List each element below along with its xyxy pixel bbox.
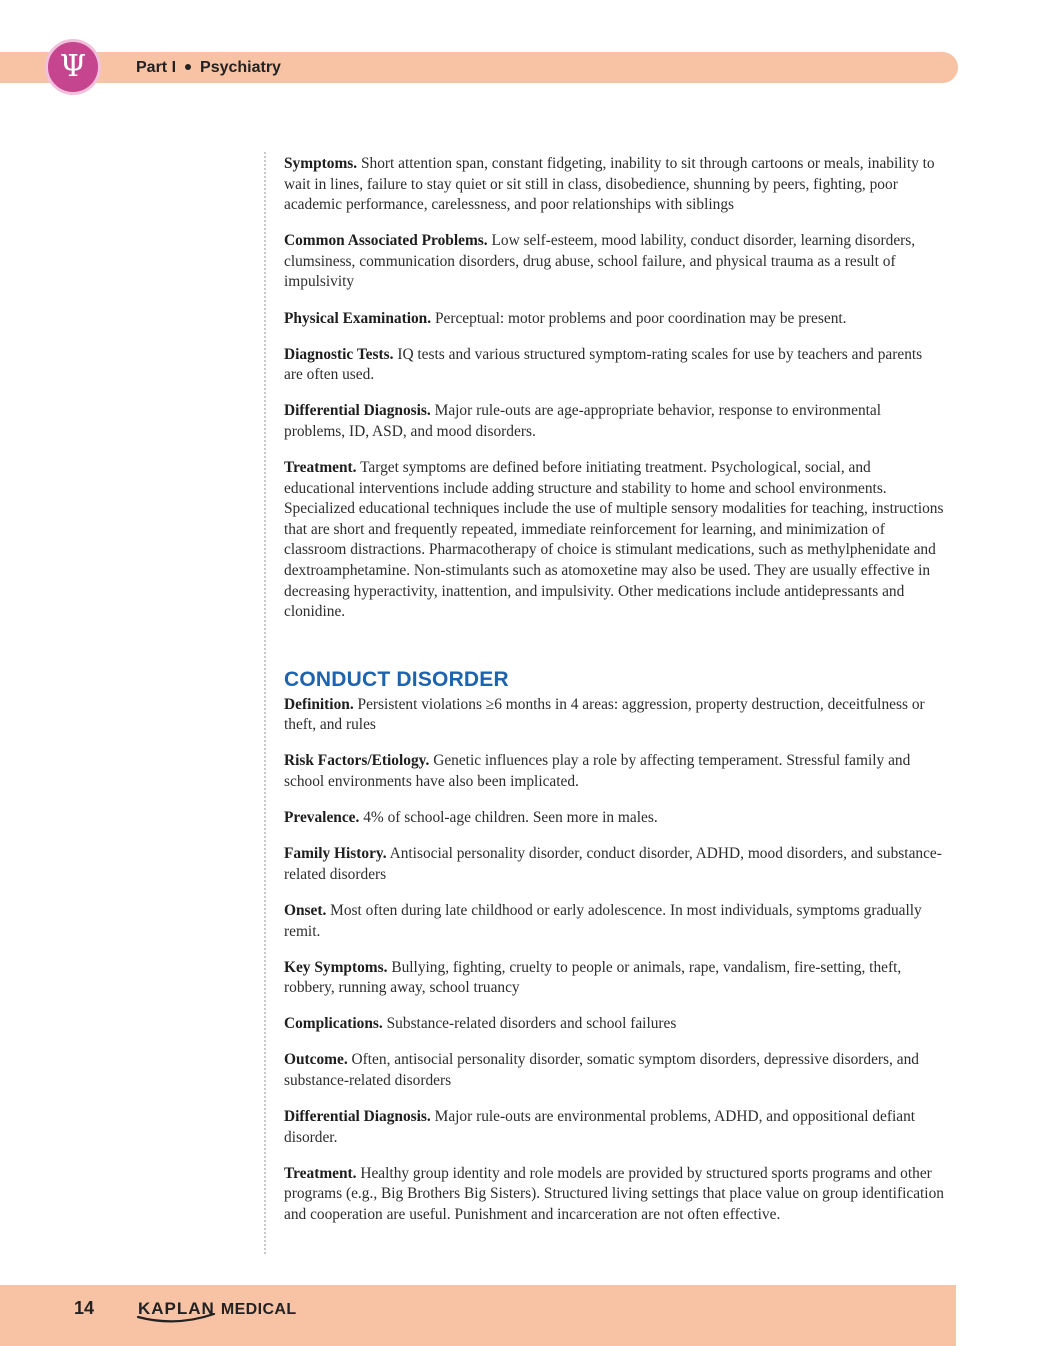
term-description: Major rule-outs are age-appropriate behavior, response to environmental problems, ID, ASD, and mood disorders.	[284, 402, 882, 440]
term-label: Differential Diagnosis.	[284, 1108, 431, 1126]
left-dotted-rule	[264, 152, 266, 1254]
definition-paragraph	[284, 154, 944, 216]
running-header	[136, 58, 281, 78]
page-content	[284, 154, 944, 1241]
bullet-icon	[185, 64, 191, 70]
term-label: Physical Examination.	[284, 309, 432, 327]
psi-glyph: Ψ	[59, 49, 87, 84]
definition-paragraph	[284, 901, 944, 942]
term-description: Bullying, fighting, cruelty to people or animals, rape, vandalism, fire-setting, theft, robbery, running away, school truancy	[284, 958, 902, 997]
definition-paragraph	[284, 345, 944, 386]
swoosh-icon	[136, 1313, 216, 1325]
term-description: Persistent violations ≥6 months in 4 areas: aggression, property destruction, deceitfulness or theft, and rules	[284, 695, 925, 734]
definition-paragraph	[284, 844, 944, 885]
term-label: Risk Factors/Etiology.	[284, 752, 430, 770]
kaplan-wordmark	[138, 1299, 215, 1319]
term-label: Treatment.	[284, 1164, 357, 1182]
term-label: Differential Diagnosis.	[284, 402, 431, 420]
term-description: Most often during late childhood or early adolescence. In most individuals, symptoms gradually remit.	[284, 901, 922, 940]
conduct-disorder-section	[284, 695, 944, 1226]
term-description: Antisocial personality disorder, conduct disorder, ADHD, mood disorders, and substance-related disorders	[284, 845, 942, 883]
term-description: Perceptual: motor problems and poor coordination may be present.	[431, 309, 847, 327]
kaplan-text: KAPLAN	[138, 1299, 215, 1318]
term-label: Prevalence.	[284, 809, 360, 827]
term-description: Often, antisocial personality disorder, somatic symptom disorders, depressive disorders, and substance-related disorders	[284, 1051, 919, 1089]
term-description: IQ tests and various structured symptom-rating scales for use by teachers and parents are often used.	[284, 345, 923, 384]
term-description: Major rule-outs are environmental problems, ADHD, and oppositional defiant disorder.	[284, 1108, 916, 1146]
definition-paragraph	[284, 1014, 944, 1035]
page-number: 14	[74, 1298, 95, 1318]
term-description: Genetic influences play a role by affecting temperament. Stressful family and school environments have also been implicated.	[284, 752, 911, 791]
term-label: Common Associated Problems.	[284, 232, 488, 250]
term-description: 4% of school-age children. Seen more in males.	[359, 809, 658, 827]
definition-paragraph	[284, 1107, 944, 1148]
term-description: Substance-related disorders and school failures	[382, 1015, 677, 1033]
term-description: Short attention span, constant fidgeting, inability to sit through cartoons or meals, inability to wait in lines, failure to stay quiet or sit still in class, disobedience, shunning by peers, fighting, poor academic performance, carelessness, and poor relationships with siblings	[284, 155, 935, 214]
medical-text: MEDICAL	[220, 1301, 297, 1318]
definition-paragraph	[284, 458, 944, 623]
definition-paragraph	[284, 231, 944, 293]
term-description: Target symptoms are defined before initiating treatment. Psychological, social, and educational interventions include adding structure and stability to home and school environments. Specialized educational techniques include the use of multiple sensory modalities for teaching, instructions that are short and frequently repeated, immediate reinforcement for learning, and minimization of classroom distractions. Pharmacotherapy of choice is stimulant medications, such as methylphenidate and dextroamphetamine. Non-stimulants such as atomoxetine may also be used. They are usually effective in decreasing hyperactivity, inattention, and impulsivity. Other medications include antidepressants and clonidine.	[284, 459, 944, 621]
term-label: Onset.	[284, 901, 327, 919]
term-description: Healthy group identity and role models are provided by structured sports programs and other programs (e.g., Big Brothers Big Sisters). Structured living settings that place value on group identification and cooperation are useful. Punishment and incarceration are not often effective.	[284, 1164, 944, 1223]
psi-icon	[45, 39, 101, 95]
term-label: Complications.	[284, 1015, 383, 1033]
definition-paragraph	[284, 1164, 944, 1226]
term-label: Definition.	[284, 695, 354, 713]
publisher-logo	[138, 1299, 297, 1327]
term-label: Treatment.	[284, 459, 357, 477]
term-description: Low self-esteem, mood lability, conduct disorder, learning disorders, clumsiness, communication disorders, drug abuse, school failure, and physical trauma as a result of impulsivity	[284, 232, 916, 291]
definition-paragraph	[284, 309, 944, 330]
term-label: Key Symptoms.	[284, 958, 388, 976]
definition-paragraph	[284, 1050, 944, 1091]
section-heading: CONDUCT DISORDER	[284, 667, 509, 691]
definition-paragraph	[284, 401, 944, 442]
term-label: Family History.	[284, 845, 387, 863]
definition-paragraph	[284, 751, 944, 792]
term-label: Outcome.	[284, 1051, 348, 1069]
definition-paragraph	[284, 808, 944, 829]
term-label: Diagnostic Tests.	[284, 345, 394, 363]
definition-paragraph	[284, 958, 944, 999]
definition-paragraph	[284, 695, 944, 736]
section-label: Psychiatry	[200, 59, 281, 76]
part-label: Part I	[136, 59, 177, 76]
adhd-section	[284, 154, 944, 623]
term-label: Symptoms.	[284, 155, 358, 172]
